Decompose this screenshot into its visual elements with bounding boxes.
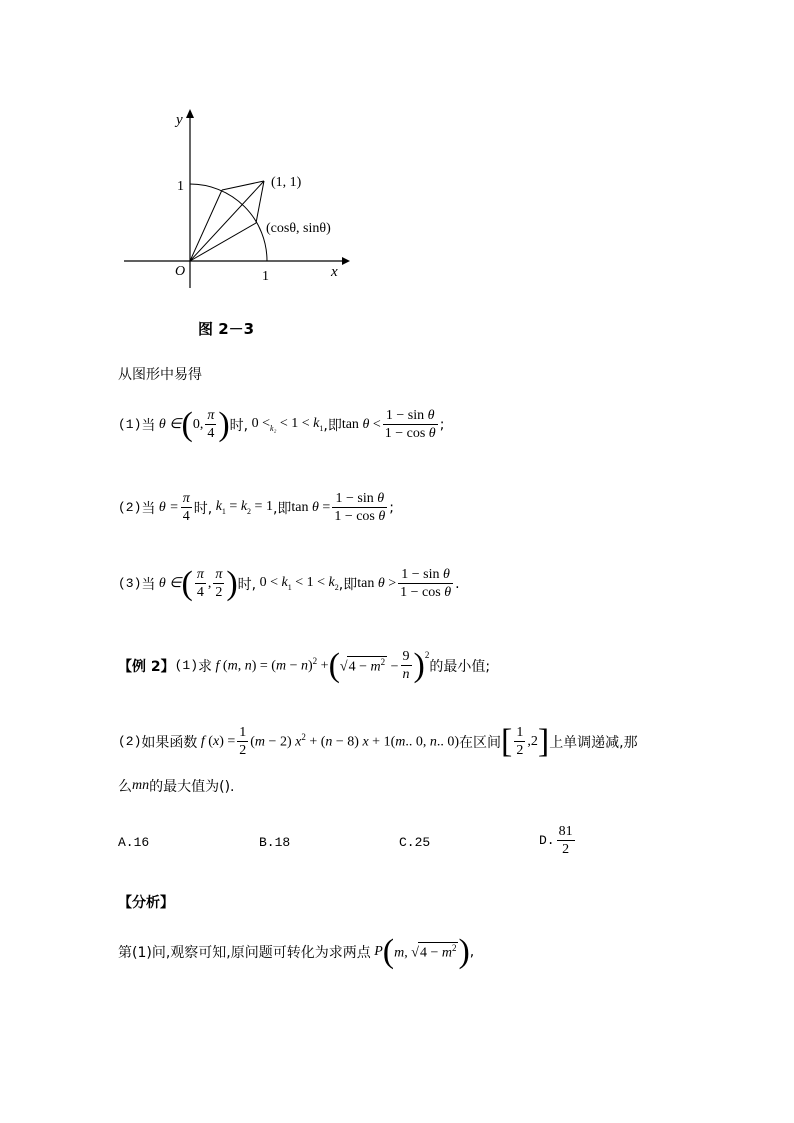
example-2-part-2-number: (2) (118, 734, 142, 749)
case-1-text-ie: ,即 (323, 417, 342, 434)
example-2-part-1-number: (1) (174, 658, 199, 673)
option-a: A.16 (118, 835, 150, 850)
case-3-fraction: $\frac{\text{1 − sin θ}}{\text{1 − cos θ}}$ (400, 567, 452, 600)
case-1-inequality: $0 <_{k_2} < 1 < k_1$ (248, 416, 324, 433)
case-2-number: (2) (118, 500, 142, 515)
case-2-text-when: 当 (141, 500, 156, 517)
analysis-text: 第(1)问,观察可知,原问题可转化为求两点 (118, 945, 371, 961)
case-1-text-time: 时, (229, 417, 249, 434)
point-p: P (374, 944, 383, 959)
ray-to-cos-sin (190, 223, 256, 261)
analysis-label: 【分析】 (118, 895, 174, 911)
case-1: (1) 当 θ ∈ ( 0, $\frac{\pi}{4}$ ) 时, $0 <_{k_2} < 1 < k_1$ ,即 tan θ < $\frac{\text{1 − sin θ}}{\text{1 − cos θ}}$ ; (118, 405, 445, 443)
y-tick-label: 1 (177, 179, 184, 194)
case-3-text-when: 当 (141, 576, 156, 593)
example-2-part-2-line-2-text: 的最大值为(). (149, 779, 235, 795)
case-3-text-ie: ,即 (338, 576, 358, 593)
x-axis-label: x (331, 264, 338, 280)
theta: θ ∈ (155, 417, 182, 432)
option-d-label: D. (539, 833, 555, 848)
case-1-end: ; (439, 416, 445, 433)
case-1-tan: tan θ < (341, 416, 381, 432)
option-d (539, 823, 577, 858)
unit-circle-figure (118, 106, 358, 292)
x-tick-label: 1 (262, 269, 269, 284)
case-1-number: (1) (118, 417, 142, 432)
pi-over-2: $\frac{\pi}{2}$ (215, 567, 223, 600)
case-3-inequality: $0 < k_1 < 1 < k_2$ (256, 575, 339, 592)
case-1-text-when: 当 (141, 417, 156, 434)
function-f-m-n: f (m, $n) = (m - n)^2$ + (215, 656, 329, 674)
example-2-part-2-end: 上单调递减,那 (549, 734, 638, 751)
case-2-text-ie: ,即 (272, 500, 292, 517)
option-d-numerator: 81 (558, 824, 573, 839)
example-2-part-2-line-2 (118, 776, 235, 796)
case-3-number: (3) (118, 576, 142, 591)
ray-to-upper-point (190, 190, 222, 261)
close-paren: ) (218, 405, 230, 443)
intro-text: 从图形中易得 (118, 367, 202, 383)
segment-cos-sin-to-1-1 (256, 181, 264, 223)
point-1-1-label: (1, 1) (271, 175, 302, 190)
example-2-part-2-mid: 在区间 (459, 734, 502, 751)
option-c: C.25 (399, 835, 431, 850)
pi-over-4: $\frac{\pi}{4}$ (182, 491, 190, 524)
mn-variable: mn (132, 778, 150, 793)
case-1-fraction: $\frac{\text{1 − sin θ}}{\text{1 − cos θ}}$ (384, 408, 436, 441)
analysis-text-line: 第(1)问,观察可知,原问题可转化为求两点 P ( m, $√4 - m^2$ ) , (118, 933, 475, 970)
example-2-label: 【例 2】 (118, 658, 175, 675)
example-2-part-2-line-2-prefix: 么 (118, 779, 132, 795)
case-2-fraction: $\frac{\text{1 − sin θ}}{\text{1 − cos θ}}$ (334, 491, 386, 524)
case-2-text-time: 时, (193, 500, 213, 517)
point-cos-sin-label: (cosθ, sinθ) (266, 221, 331, 236)
segment-upper-to-1-1 (222, 181, 264, 190)
case-3-text-time: 时, (237, 576, 257, 593)
y-axis-label: y (176, 112, 183, 128)
case-2: (2) 当 θ = $\frac{\pi}{4}$ 时, $k_1 = k_2 = 1$ ,即 tan θ = $\frac{\text{1 − sin θ}}{\text{1 − cos θ}}$ ; (118, 491, 394, 524)
pi-over-4: $\frac{\pi}{4}$ (196, 567, 204, 600)
quarter-circle-arc (190, 184, 267, 261)
case-3-end: . (455, 575, 460, 592)
y-axis-arrow (186, 109, 194, 118)
case-2-equality: $k_1 = k_2 = 1$ (215, 499, 273, 516)
figure-caption: 图 2－3 (198, 320, 255, 338)
example-2-part-1-end: 的最小值; (429, 658, 491, 675)
pi-over-4: $\frac{\pi}{4}$ (207, 408, 215, 441)
example-2-part-1: 【例 2】 (1) 求 f (m, $n) = (m - n)^2$ + ( $√4 - m^2$ − $\frac{9}{n}$ ) $^2$ 的最小值; (118, 646, 491, 684)
x-axis-arrow (342, 257, 350, 265)
case-3: (3) 当 θ ∈ ( $\frac{\pi}{4}$ , $\frac{\pi}{2}$ ) 时, $0 < k_1 < 1 < k_2$ ,即 tan θ > $\frac{\text{1 − sin θ}}{\text{1 − cos θ}}$ . (118, 564, 460, 602)
case-2-end: ; (389, 499, 394, 516)
example-2-part-2: (2) 如果函数 f (x) = $\frac{1}{2}$ (m − 2) $x^2 + (n - 8) x + 1(m$.. 0, n.. 0) 在区间 [ $\frac{1}{2}$ ,2 ] 上单调递减,那 (118, 722, 638, 760)
open-paren: ( (181, 405, 193, 443)
origin-label: O (175, 264, 186, 279)
option-d-denominator: 2 (562, 842, 570, 857)
analysis-end: , (469, 944, 475, 960)
example-2-part-1-text: 求 (198, 658, 213, 675)
function-f-x: f (x) = (200, 733, 236, 749)
example-2-part-2-text: 如果函数 (141, 734, 198, 751)
option-b: B.18 (259, 835, 291, 850)
